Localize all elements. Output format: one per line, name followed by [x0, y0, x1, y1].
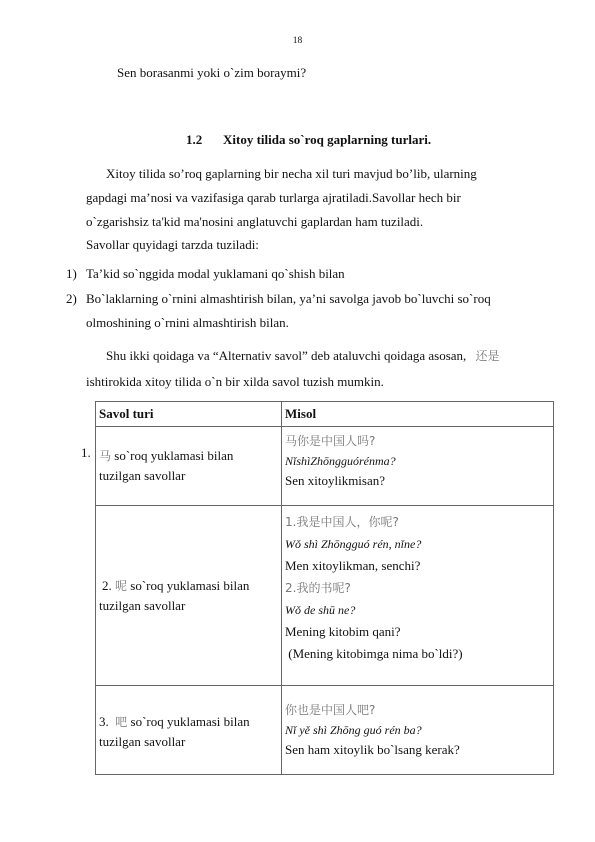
paragraph-line: Savollar quyidagi tarzda tuziladi:: [86, 237, 259, 252]
table-header-row: [96, 402, 554, 427]
example-translation: Sen ham xitoylik bo`lsang kerak?: [285, 742, 460, 757]
example-note: (Mening kitobimga nima bo`ldi?): [285, 646, 463, 661]
heading-title: Xitoy tilida so`roq gaplarning turlari.: [223, 132, 432, 147]
question-type-cell: [96, 427, 282, 506]
list-number: 2): [66, 291, 77, 306]
table-row: [96, 427, 554, 506]
list-item: [66, 289, 491, 309]
question-types-table: [95, 401, 554, 775]
example-cell: [282, 686, 554, 775]
list-text: Ta’kid so`nggida modal yuklamani qo`shish bilan: [86, 266, 345, 281]
paragraph-line: [106, 346, 500, 366]
example-chinese: 1.我是中国人，你呢?: [285, 515, 399, 529]
example-pinyin: Wǒ shì Zhōngguó rén, nǐne?: [285, 537, 422, 551]
example-pinyin: Wǒ de shū ne?: [285, 603, 356, 617]
type-text: tuzilgan savollar: [99, 734, 186, 749]
type-number: 3.: [99, 714, 116, 729]
paragraph-line: gapdagi ma’nosi va vazifasiga qarab turlarga ajratiladi.Savollar hech bir: [86, 190, 461, 205]
example-chinese: 马你是中国人吗?: [285, 434, 376, 448]
example-translation: Men xitoylikman, senchi?: [285, 558, 421, 573]
list-item: [66, 264, 345, 284]
heading-number: 1.2: [186, 132, 203, 147]
type-text: so`roq yuklamasi bilan: [111, 448, 234, 463]
list-number: 1): [66, 266, 77, 281]
question-type-cell: [96, 686, 282, 775]
example-chinese: 2.我的书呢?: [285, 581, 351, 595]
chinese-word: 还是: [475, 349, 500, 363]
table-row: [96, 506, 554, 686]
section-heading: [186, 130, 431, 150]
paragraph-line: Xitoy tilida so’roq gaplarning bir necha xil turi mavjud bo’lib, ularning: [106, 166, 477, 181]
list-text: Bo`laklarning o`rnini almashtirish bilan, ya’ni savolga javob bo`luvchi so`roq: [86, 291, 491, 306]
example-chinese: 你也是中国人吧?: [285, 703, 376, 717]
list-text: olmoshining o`rnini almashtirish bilan.: [86, 315, 289, 330]
paragraph-line: o`zgarishsiz ta'kid ma'nosini anglatuvchi gaplardan ham tuziladi.: [86, 214, 424, 229]
intro-line: Sen borasanmi yoki o`zim boraymi?: [117, 65, 307, 80]
paragraph-line: ishtirokida xitoy tilida o`n bir xilda savol tuzish mumkin.: [86, 374, 384, 389]
type-text: tuzilgan savollar: [99, 468, 186, 483]
header-misol: Misol: [282, 402, 554, 427]
example-pinyin: Nǐ yě shì Zhōng guó rén ba?: [285, 723, 422, 737]
table-row: [96, 686, 554, 775]
particle-ma: 马: [99, 449, 112, 463]
example-translation: Sen xitoylikmisan?: [285, 473, 386, 488]
example-pinyin: NǐshìZhōngguórénma?: [285, 454, 396, 468]
page-number: 18: [292, 36, 303, 46]
example-cell: [282, 427, 554, 506]
type-text: so`roq yuklamasi bilan: [127, 714, 250, 729]
type-number: 2.: [102, 577, 115, 593]
example-translation: Mening kitobim qani?: [285, 624, 401, 639]
header-savol-turi: Savol turi: [96, 402, 282, 427]
particle-ne: 呢: [115, 578, 128, 593]
particle-ba: 吧: [115, 715, 128, 729]
type-text: tuzilgan savollar: [99, 597, 186, 613]
row-number: 1.: [81, 445, 91, 460]
type-text: so`roq yuklamasi bilan: [127, 577, 250, 593]
question-type-cell: [96, 506, 282, 686]
example-cell: [282, 506, 554, 686]
paragraph-text: Shu ikki qoidaga va “Alternativ savol” deb ataluvchi qoidaga asosan,: [106, 348, 467, 363]
